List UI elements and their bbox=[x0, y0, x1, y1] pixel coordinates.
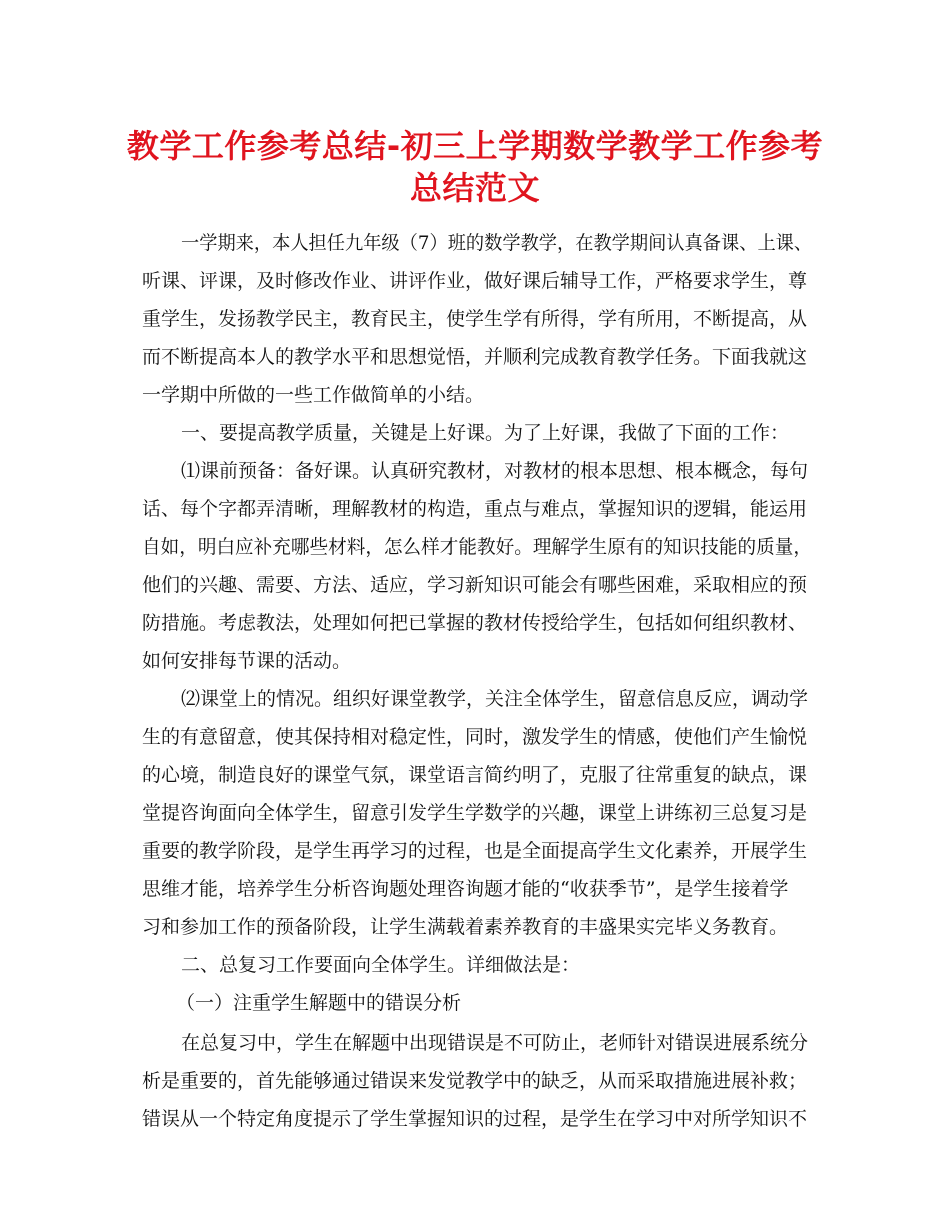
document-title-line-2: 总结范文 bbox=[409, 169, 540, 207]
body-line: 重要的教学阶段，是学生再学习的过程，也是全面提高学生文化素养，开展学生 bbox=[142, 840, 808, 862]
body-line: （一）注重学生解题中的错误分析 bbox=[176, 992, 462, 1014]
body-line: 二、总复习工作要面向全体学生。详细做法是： bbox=[181, 954, 581, 976]
body-line: 话、每个字都弄清晰，理解教材的构造，重点与难点，掌握知识的逻辑，能运用 bbox=[142, 498, 808, 520]
body-line: 重学生，发扬教学民主，教育民主，使学生学有所得，学有所用，不断提高，从 bbox=[142, 308, 808, 330]
body-line: 而不断提高本人的教学水平和思想觉悟，并顺利完成教育教学任务。下面我就这 bbox=[142, 346, 808, 368]
body-line: 析是重要的，首先能够通过错误来发觉教学中的缺乏，从而采取措施进展补救； bbox=[142, 1070, 808, 1092]
document-title-line-1: 教学工作参考总结-初三上学期数学教学工作参考 bbox=[126, 127, 824, 165]
body-line: 防措施。考虑教法，处理如何把已掌握的教材传授给学生，包括如何组织教材、 bbox=[142, 612, 808, 634]
body-line: 如何安排每节课的活动。 bbox=[142, 650, 352, 672]
body-line: 听课、评课，及时修改作业、讲评作业，做好课后辅导工作，严格要求学生，尊 bbox=[142, 270, 808, 292]
body-line: 习和参加工作的预备阶段，让学生满载着素养教育的丰盛果实完毕义务教育。 bbox=[142, 916, 789, 938]
body-line: 一学期中所做的一些工作做简单的小结。 bbox=[142, 384, 485, 406]
body-line: ⑴课前预备：备好课。认真研究教材，对教材的根本思想、根本概念，每句 bbox=[181, 460, 809, 482]
body-line: 一学期来，本人担任九年级（7）班的数学教学，在教学期间认真备课、上课、 bbox=[181, 232, 813, 254]
body-line: 思维才能，培养学生分析咨询题处理咨询题才能的“收获季节”，是学生接着学 bbox=[142, 878, 789, 900]
body-line: ⑵课堂上的情况。组织好课堂教学，关注全体学生，留意信息反应，调动学 bbox=[181, 688, 809, 710]
body-line: 一、要提高教学质量，关键是上好课。为了上好课，我做了下面的工作： bbox=[181, 422, 790, 444]
body-line: 的心境，制造良好的课堂气氛，课堂语言简约明了，克服了往常重复的缺点，课 bbox=[142, 764, 808, 786]
body-line: 堂提咨询面向全体学生，留意引发学生学数学的兴趣，课堂上讲练初三总复习是 bbox=[142, 802, 808, 824]
body-line: 生的有意留意，使其保持相对稳定性，同时，激发学生的情感，使他们产生愉悦 bbox=[142, 726, 808, 748]
body-line: 他们的兴趣、需要、方法、适应，学习新知识可能会有哪些困难，采取相应的预 bbox=[142, 574, 808, 596]
body-line: 自如，明白应补充哪些材料，怎么样才能教好。理解学生原有的知识技能的质量， bbox=[142, 536, 812, 558]
body-line: 在总复习中，学生在解题中出现错误是不可防止，老师针对错误进展系统分 bbox=[181, 1032, 809, 1054]
body-line: 错误从一个特定角度提示了学生掌握知识的过程，是学生在学习中对所学知识不 bbox=[142, 1108, 808, 1130]
